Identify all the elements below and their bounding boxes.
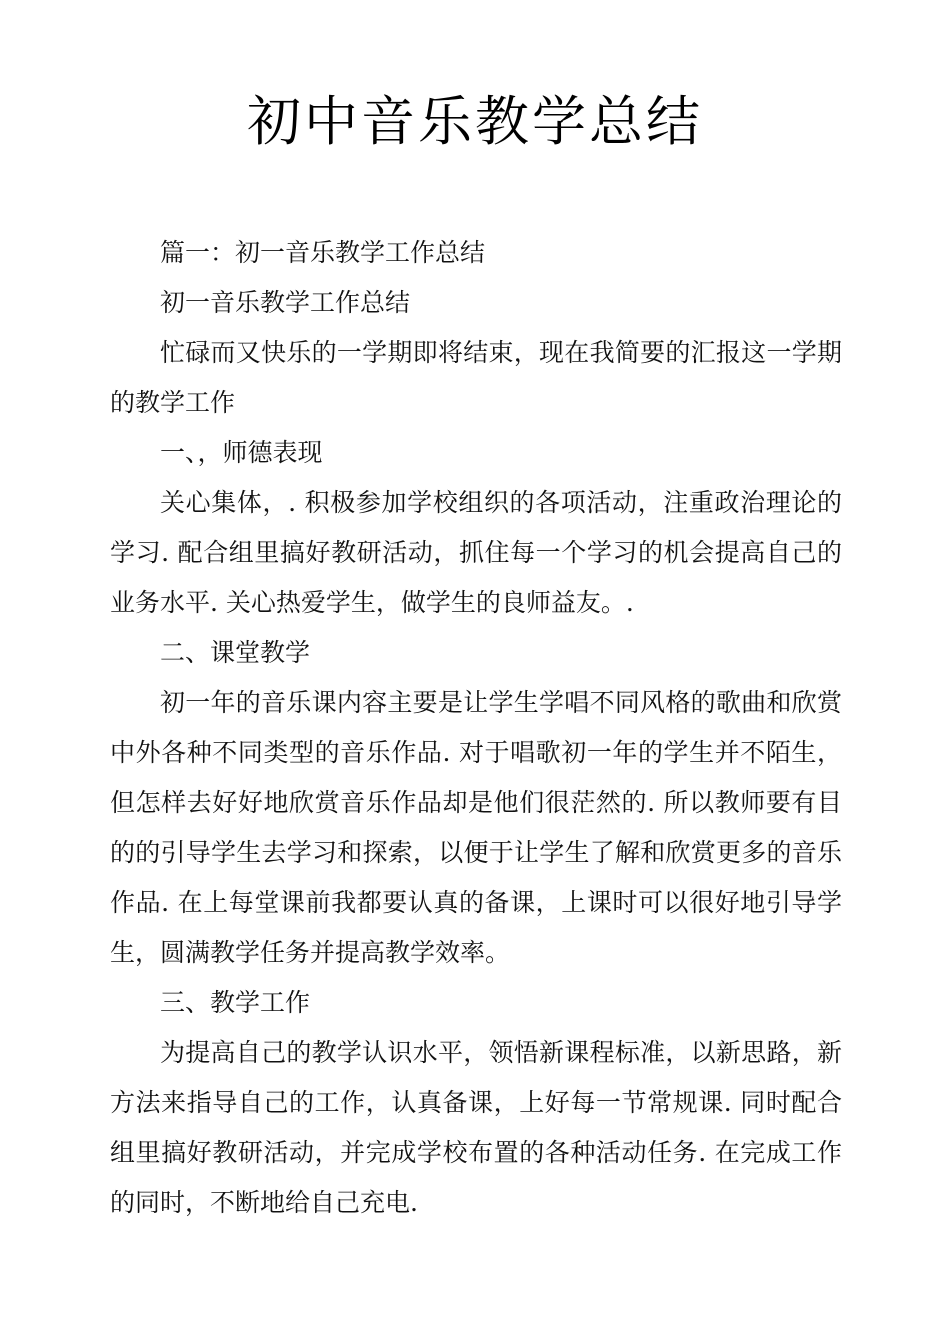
paragraph-teaching: 为提高自己的教学认识水平，领悟新课程标准，以新思路，新方法来指导自己的工作，认真备课，上好每一节常规课. 同时配合组里搞好教研活动，并完成学校布置的各种活动任务. 在完成工作的同时，不断地给自己充电.: [110, 1038, 842, 1217]
paragraph-subtitle: 初一音乐教学工作总结: [160, 288, 411, 317]
paragraph-heading-ethics: 一、，师德表现: [160, 438, 323, 467]
paragraph-intro: 忙碌而又快乐的一学期即将结束，现在我简要的汇报这一学期的教学工作: [110, 338, 842, 417]
paragraph-section-heading-1: 篇一：初一音乐教学工作总结: [160, 238, 486, 267]
document-body: [110, 228, 842, 1228]
paragraph-heading-classroom: 二、课堂教学: [160, 638, 311, 667]
paragraph-heading-teaching: 三、教学工作: [160, 988, 311, 1017]
paragraph-ethics: 关心集体，. 积极参加学校组织的各项活动，注重政治理论的学习. 配合组里搞好教研活动，抓住每一个学习的机会提高自己的业务水平. 关心热爱学生，做学生的良师益友。.: [110, 488, 842, 617]
document-title: 初中音乐教学总结: [247, 90, 703, 153]
paragraph-classroom: 初一年的音乐课内容主要是让学生学唱不同风格的歌曲和欣赏中外各种不同类型的音乐作品. 对于唱歌初一年的学生并不陌生，但怎样去好好地欣赏音乐作品却是他们很茫然的. 所以教师要有目的的引导学生去学习和探索，以便于让学生了解和欣赏更多的音乐作品. 在上每堂课前我都要认真的备课，上课时可以很好地引导学生，圆满教学任务并提高教学效率。: [110, 688, 842, 967]
